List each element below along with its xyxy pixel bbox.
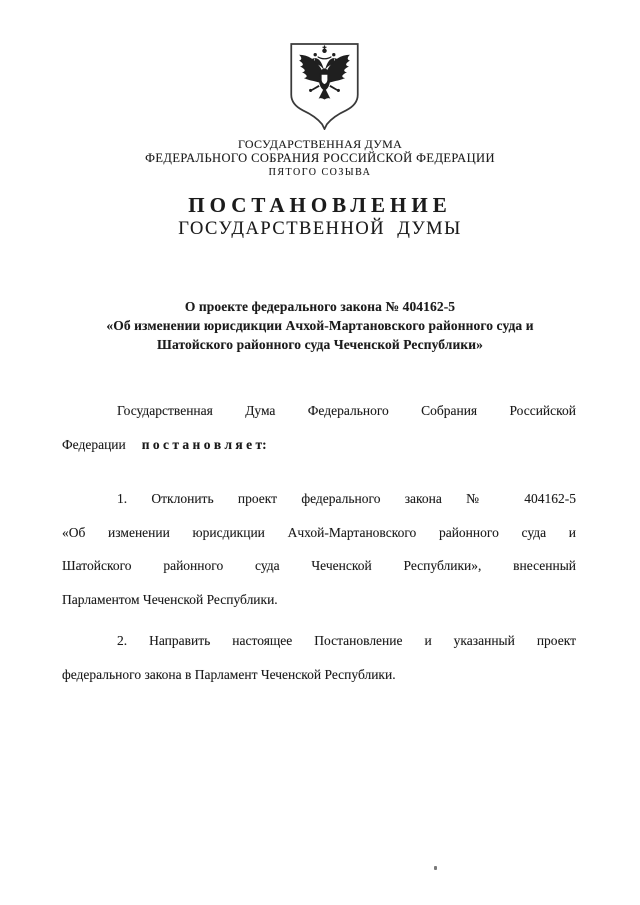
convocation-line: ПЯТОГО СОЗЫВА <box>268 167 372 178</box>
text-line: Парламентом Чеченской Республики. <box>62 591 278 607</box>
text-line: 2. Направить настоящее Постановление и указанный проект <box>117 633 576 648</box>
text-line: 1. Отклонить проект федерального закона № 404162-5 <box>117 491 576 506</box>
body-paragraphs <box>62 482 576 691</box>
authority-name-line: ФЕДЕРАЛЬНОГО СОБРАНИЯ РОССИЙСКОЙ ФЕДЕРАЦИИ <box>145 151 495 165</box>
russia-coat-of-arms-icon <box>288 42 361 130</box>
paragraph <box>62 624 576 691</box>
preamble-text: Федерации <box>62 436 126 452</box>
paragraph <box>62 482 576 616</box>
document-type-subtitle: ГОСУДАРСТВЕННОЙ ДУМЫ <box>178 219 462 239</box>
text-line <box>62 428 576 462</box>
text-line: Шатойского районного суда Чеченской Республики», внесенный <box>62 558 576 573</box>
text-line: «Об изменении юрисдикции Ачхой-Мартановского районного суда и <box>62 524 576 540</box>
document-type-title: ПОСТАНОВЛЕНИЕ <box>188 193 452 217</box>
subject-line: Шатойского районного суда Чеченской Республики» <box>157 337 483 352</box>
authority-name-line: ГОСУДАРСТВЕННАЯ ДУМА <box>237 137 403 151</box>
document-subject <box>0 297 640 354</box>
scan-artifact <box>434 866 437 870</box>
document-body <box>62 394 576 691</box>
text-line: федерального закона в Парламент Чеченской Республики. <box>62 666 396 682</box>
preamble-paragraph <box>62 394 576 461</box>
text-line: Государственная Дума Федерального Собрания Российской <box>117 403 576 418</box>
resolves-keyword: п о с т а н о в л я е т: <box>141 436 267 452</box>
subject-line: «Об изменении юрисдикции Ачхой-Мартановского районного суда и <box>106 318 534 333</box>
subject-line: О проекте федерального закона № 404162-5 <box>184 299 456 314</box>
